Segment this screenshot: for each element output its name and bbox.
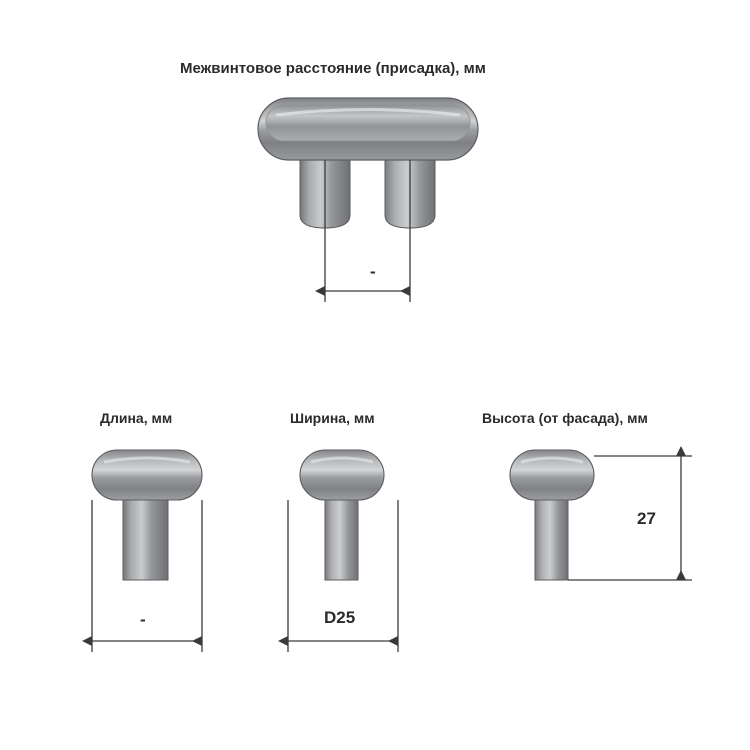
width-view-title: Ширина, мм	[290, 410, 375, 426]
length-dimension-value: -	[140, 610, 146, 629]
top-view-title: Межвинтовое расстояние (присадка), мм	[180, 60, 486, 77]
width-dimension-value: D25	[324, 608, 356, 627]
length-view-title: Длина, мм	[100, 410, 173, 426]
height-dimension-value: 27	[637, 509, 656, 528]
length-view-knob	[92, 450, 202, 580]
height-view-knob	[510, 450, 594, 580]
top-view-dimension-value: -	[370, 262, 376, 281]
top-view-knob	[258, 98, 478, 228]
width-view-knob	[300, 450, 384, 580]
height-view-title: Высота (от фасада), мм	[482, 410, 648, 426]
